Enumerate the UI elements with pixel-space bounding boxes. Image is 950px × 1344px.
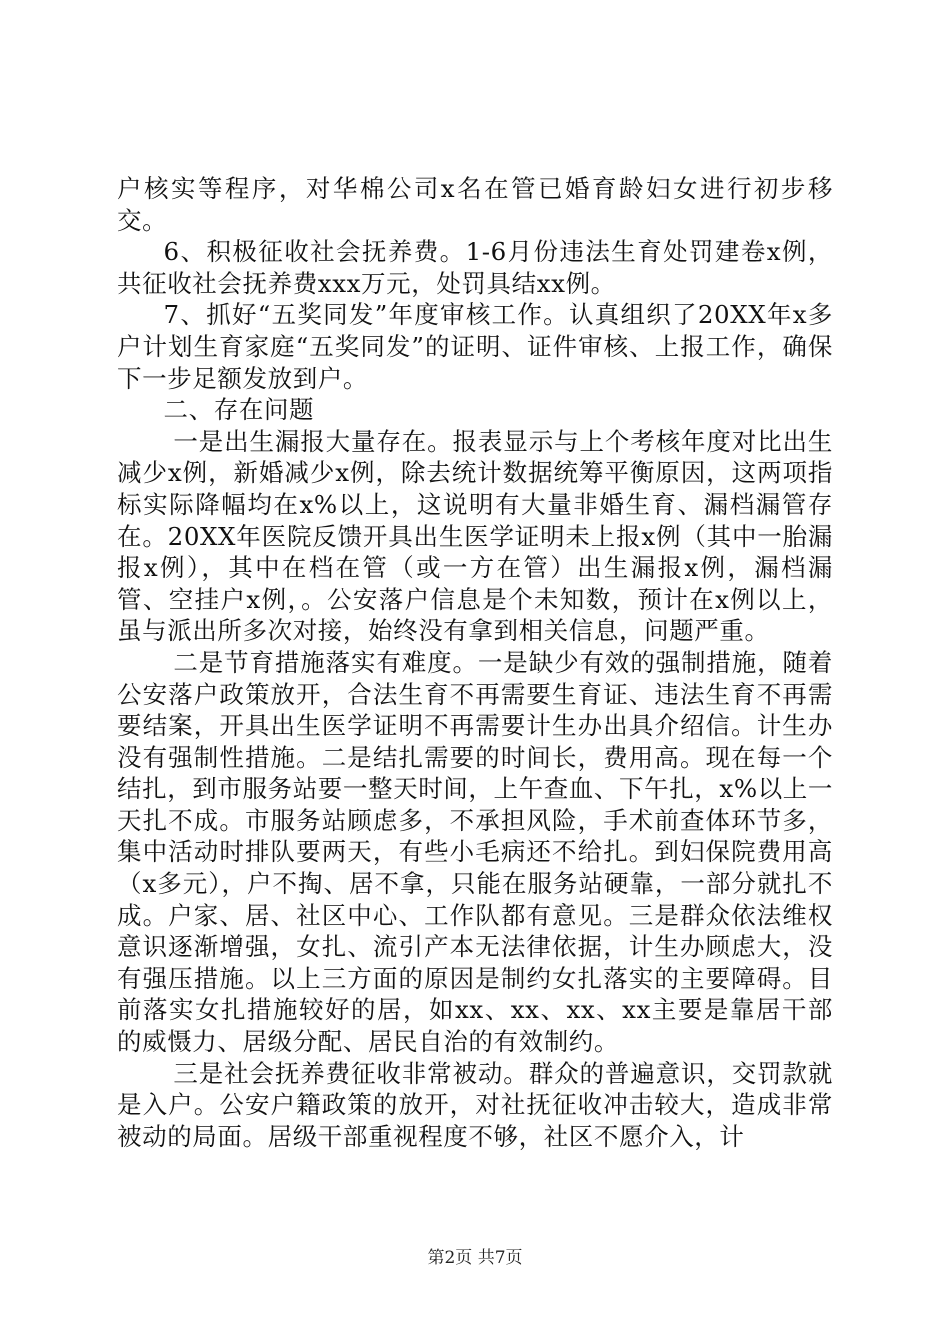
paragraph-problem-3: 三是社会抚养费征收非常被动。群众的普遍意识，交罚款就是入户。公安户籍政策的放开，对社抚征收冲击较大，造成非常被动的局面。居级干部重视程度不够，社区不愿介入，计	[117, 1058, 833, 1151]
paragraph-item-6: 6、积极征收社会抚养费。1-6月份违法生育处罚建卷x例，共征收社会抚养费xxx万元，处罚具结xx例。	[117, 237, 833, 298]
section-heading-problems: 二、存在问题	[163, 395, 315, 425]
paragraph-problem-1: 一是出生漏报大量存在。报表显示与上个考核年度对比出生减少x例，新婚减少x例，除去统计数据统筹平衡原因，这两项指标实际降幅均在x%以上，这说明有大量非婚生育、漏档漏管存在。20XX年医院反馈开具出生医学证明未上报x例（其中一胎漏报x例），其中在档在管（或一方在管）出生漏报x例，漏档漏管、空挂户x例，。公安落户信息是个未知数，预计在x例以上，虽与派出所多次对接，始终没有拿到相关信息，问题严重。	[117, 426, 833, 646]
paragraph-problem-2: 二是节育措施落实有难度。一是缺少有效的强制措施，随着公安落户政策放开，合法生育不再需要生育证、违法生育不再需要结案，开具出生医学证明不再需要计生办出具介绍信。计生办没有强制性措施。二是结扎需要的时间长，费用高。现在每一个结扎，到市服务站要一整天时间，上午查血、下午扎，x%以上一天扎不成。市服务站顾虑多，不承担风险，手术前查体环节多，集中活动时排队要两天，有些小毛病还不给扎。到妇保院费用高（x多元），户不掏、居不拿，只能在服务站硬靠，一部分就扎不成。户家、居、社区中心、工作队都有意见。三是群众依法维权意识逐渐增强，女扎、流引产本无法律依据，计生办顾虑大，没有强压措施。以上三方面的原因是制约女扎落实的主要障碍。目前落实女扎措施较好的居，如xx、xx、xx、xx主要是靠居干部的威慑力、居级分配、居民自治的有效制约。	[117, 647, 833, 1057]
paragraph-continuation: 户核实等程序，对华棉公司x名在管已婚育龄妇女进行初步移交。	[117, 174, 833, 235]
paragraph-item-7: 7、抓好“五奖同发”年度审核工作。认真组织了20XX年x多户计划生育家庭“五奖同发”的证明、证件审核、上报工作，确保下一步足额发放到户。	[117, 300, 833, 393]
page-footer: 第2页 共7页	[427, 1248, 523, 1268]
document-body	[117, 173, 833, 1152]
